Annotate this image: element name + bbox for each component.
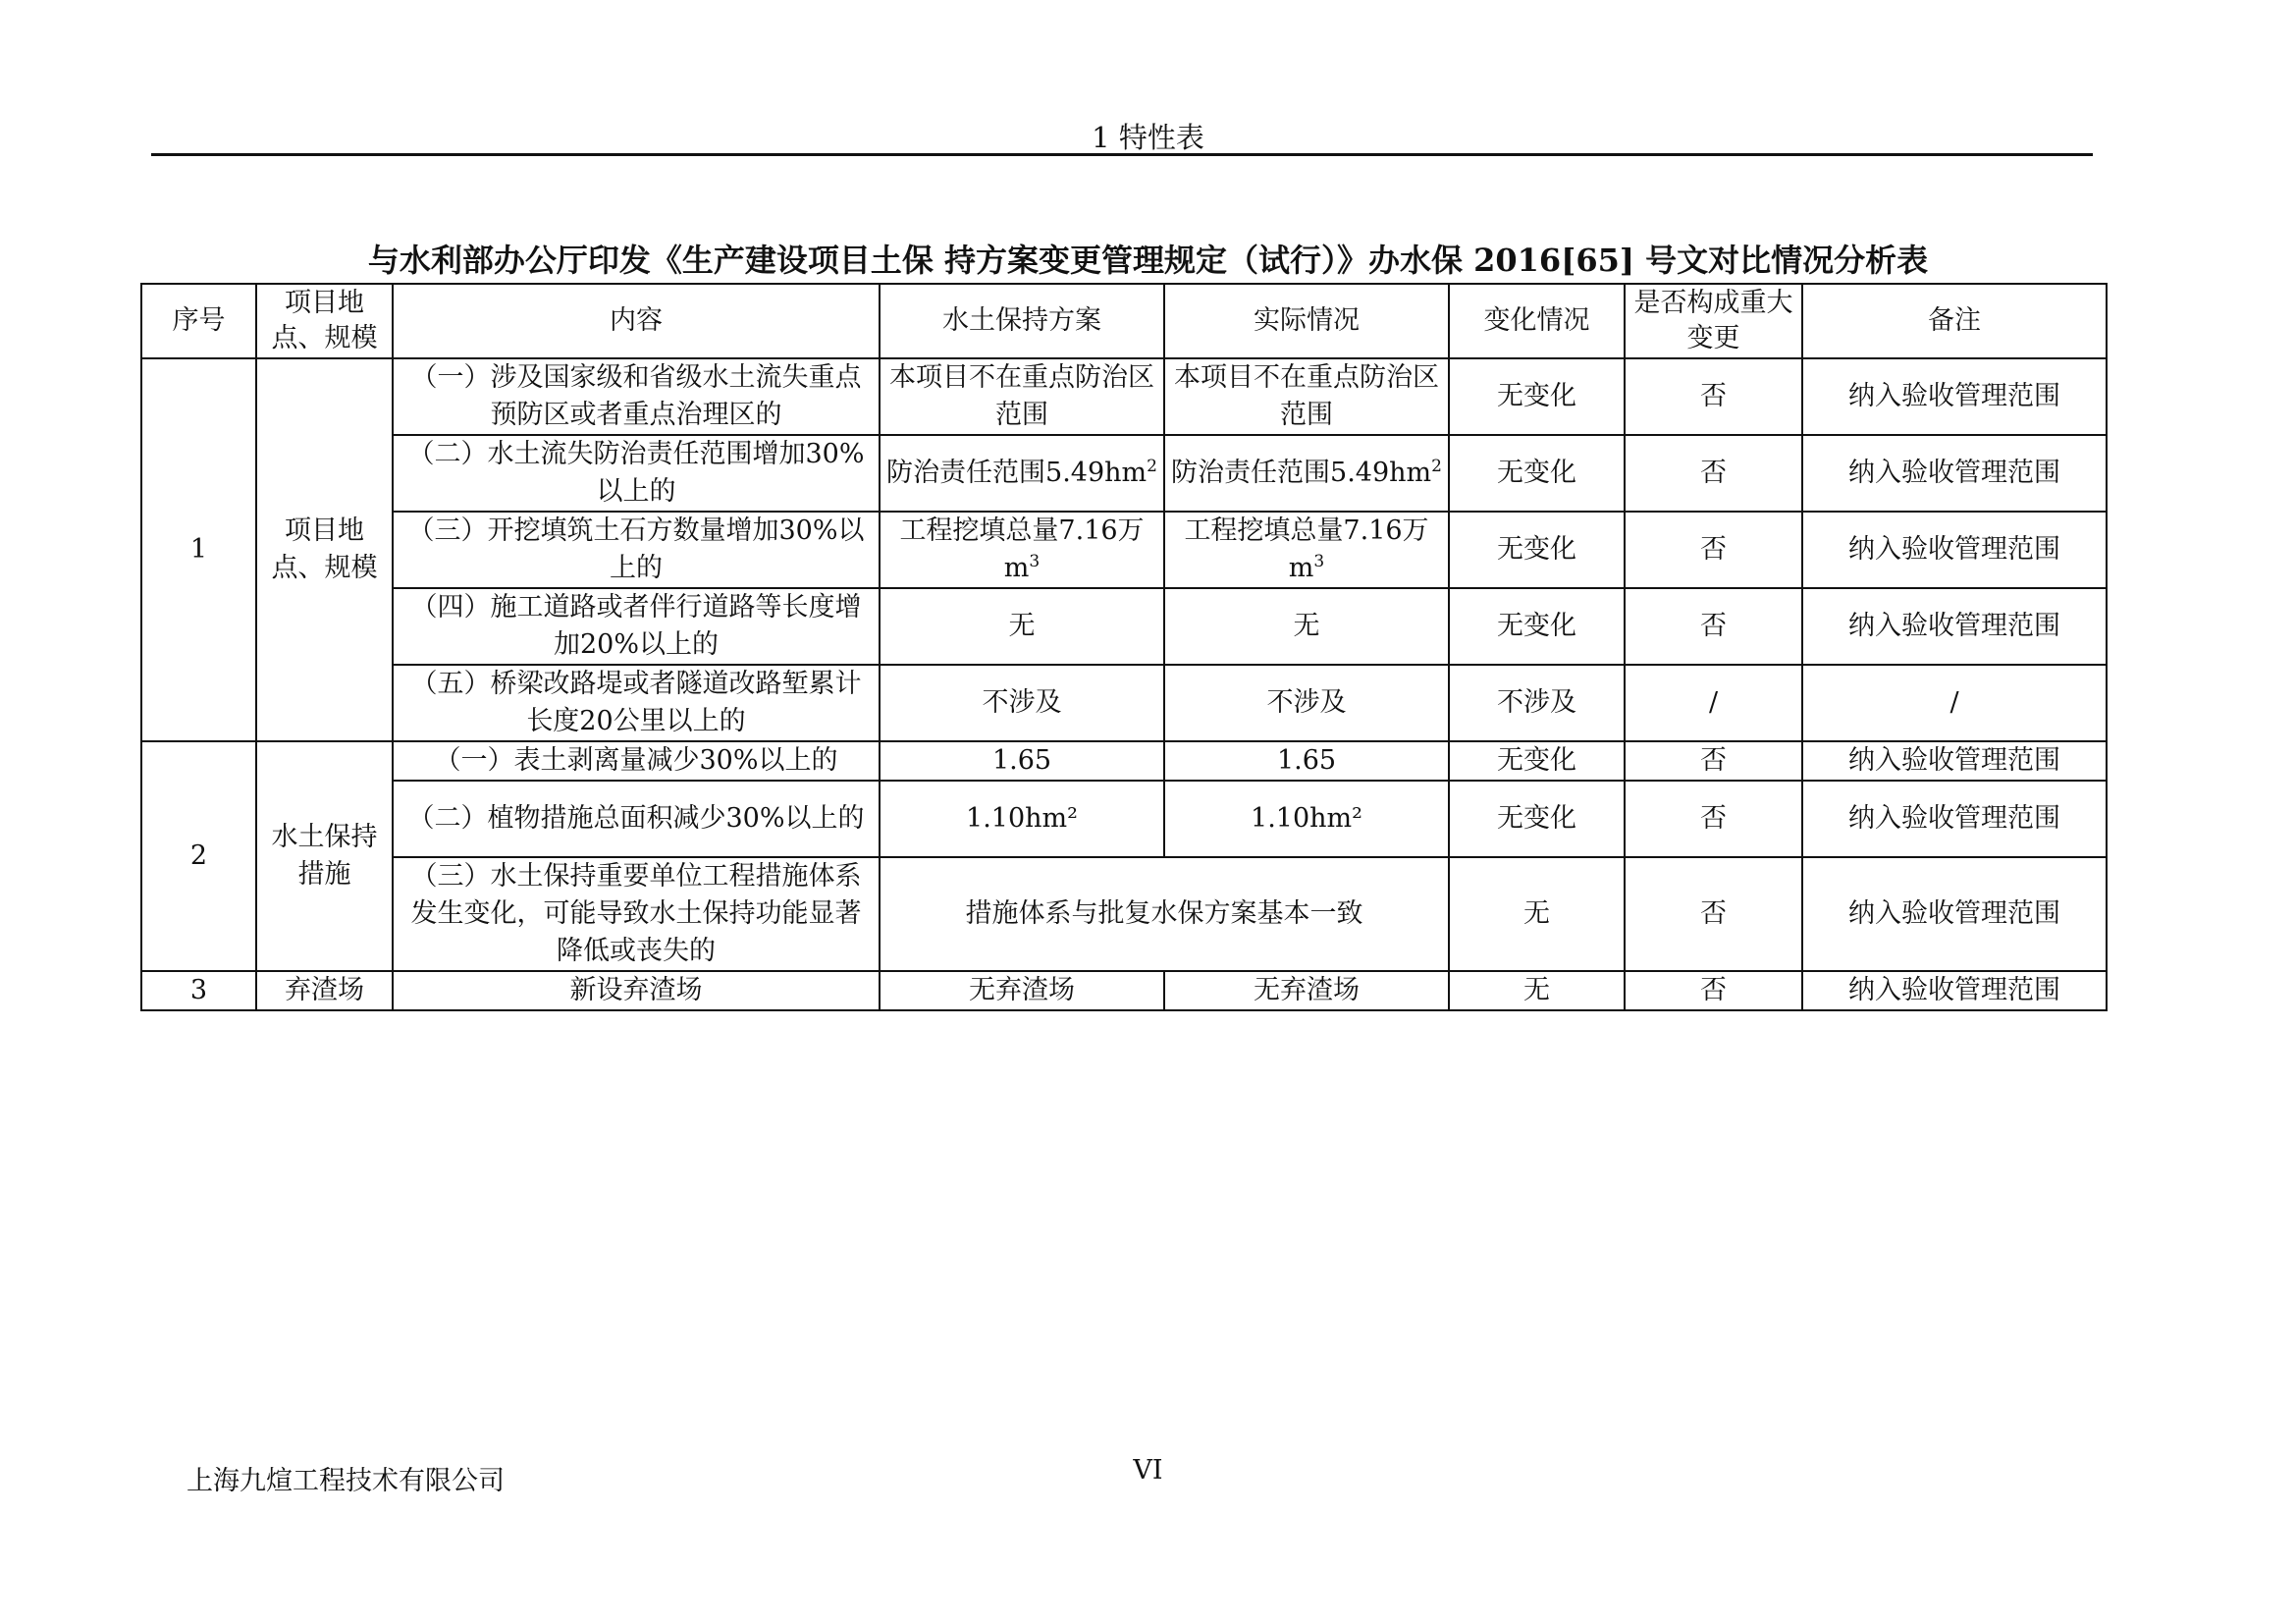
header-rule [151,153,2093,156]
column-header: 备注 [1802,284,2107,358]
page-number: VI [1133,1455,1163,1486]
comparison-table [140,283,2108,1011]
category-cell: 弃渣场 [256,971,393,1010]
plan-cell: 1.10hm² [880,781,1164,857]
table-row [141,971,2107,1010]
major-change-cell: 否 [1625,512,1802,588]
table-row [141,741,2107,781]
plan-cell: 本项目不在重点防治区范围 [880,358,1164,435]
content-cell: （一）涉及国家级和省级水土流失重点预防区或者重点治理区的 [393,358,880,435]
note-cell: 纳入验收管理范围 [1802,857,2107,971]
major-change-cell: 否 [1625,781,1802,857]
major-change-cell: 否 [1625,588,1802,665]
table-row [141,588,2107,665]
plan-cell: 不涉及 [880,665,1164,741]
row-number: 2 [141,741,256,971]
column-header: 序号 [141,284,256,358]
actual-text: 防治责任范围5.49hm [1171,458,1432,488]
change-cell: 无变化 [1449,741,1625,781]
table-row [141,435,2107,512]
table-row [141,358,2107,435]
row-number: 1 [141,358,256,741]
row-number: 3 [141,971,256,1010]
note-cell: 纳入验收管理范围 [1802,358,2107,435]
superscript: 3 [1313,552,1325,571]
change-cell: 无变化 [1449,358,1625,435]
column-header: 水土保持方案 [880,284,1164,358]
change-cell: 无变化 [1449,781,1625,857]
table-title: 与水利部办公厅印发《生产建设项目土保 持方案变更管理规定（试行）》办水保 2016[65] 号文对比情况分析表 [367,242,1929,279]
actual-cell: 1.65 [1164,741,1449,781]
column-header: 内容 [393,284,880,358]
plan-cell [880,435,1164,512]
note-cell: 纳入验收管理范围 [1802,971,2107,1010]
plan-cell: 无弃渣场 [880,971,1164,1010]
change-cell: 无变化 [1449,435,1625,512]
actual-cell: 1.10hm² [1164,781,1449,857]
change-cell: 无变化 [1449,588,1625,665]
change-cell: 不涉及 [1449,665,1625,741]
major-change-cell: 否 [1625,971,1802,1010]
column-header: 项目地点、规模 [256,284,393,358]
content-cell: （三）水土保持重要单位工程措施体系发生变化，可能导致水土保持功能显著降低或丧失的 [393,857,880,971]
content-cell: （二）水土流失防治责任范围增加30%以上的 [393,435,880,512]
plan-cell: 1.65 [880,741,1164,781]
category-cell: 项目地点、规模 [256,358,393,741]
content-cell: 新设弃渣场 [393,971,880,1010]
change-cell: 无 [1449,857,1625,971]
superscript: 2 [1431,457,1442,476]
note-cell: 纳入验收管理范围 [1802,781,2107,857]
content-cell: （三）开挖填筑土石方数量增加30%以上的 [393,512,880,588]
column-header: 变化情况 [1449,284,1625,358]
note-cell: / [1802,665,2107,741]
plan-text: 工程挖填总量7.16万m [899,515,1145,583]
actual-cell: 不涉及 [1164,665,1449,741]
change-cell: 无 [1449,971,1625,1010]
footer-company: 上海九煊工程技术有限公司 [187,1466,505,1496]
plan-cell: 无 [880,588,1164,665]
actual-text: 工程挖填总量7.16万m [1184,515,1429,583]
running-header: 1 特性表 [1092,121,1204,154]
merged-plan-actual-cell: 措施体系与批复水保方案基本一致 [880,857,1449,971]
content-cell: （一）表土剥离量减少30%以上的 [393,741,880,781]
actual-cell: 本项目不在重点防治区范围 [1164,358,1449,435]
superscript: 3 [1029,552,1041,571]
major-change-cell: / [1625,665,1802,741]
superscript: 2 [1147,457,1157,476]
category-cell: 水土保持措施 [256,741,393,971]
content-cell: （五）桥梁改路堤或者隧道改路堑累计长度20公里以上的 [393,665,880,741]
plan-text: 防治责任范围5.49hm [886,458,1148,488]
major-change-cell: 否 [1625,358,1802,435]
change-cell: 无变化 [1449,512,1625,588]
actual-cell [1164,435,1449,512]
note-cell: 纳入验收管理范围 [1802,588,2107,665]
major-change-cell: 否 [1625,435,1802,512]
actual-cell: 无弃渣场 [1164,971,1449,1010]
table-row [141,857,2107,971]
major-change-cell: 否 [1625,857,1802,971]
column-header: 是否构成重大变更 [1625,284,1802,358]
actual-cell [1164,512,1449,588]
note-cell: 纳入验收管理范围 [1802,512,2107,588]
table-row [141,665,2107,741]
content-cell: （四）施工道路或者伴行道路等长度增加20%以上的 [393,588,880,665]
major-change-cell: 否 [1625,741,1802,781]
column-header: 实际情况 [1164,284,1449,358]
table-row [141,512,2107,588]
actual-cell: 无 [1164,588,1449,665]
table-row [141,781,2107,857]
plan-cell [880,512,1164,588]
content-cell: （二）植物措施总面积减少30%以上的 [393,781,880,857]
note-cell: 纳入验收管理范围 [1802,435,2107,512]
note-cell: 纳入验收管理范围 [1802,741,2107,781]
header-row [141,284,2107,358]
